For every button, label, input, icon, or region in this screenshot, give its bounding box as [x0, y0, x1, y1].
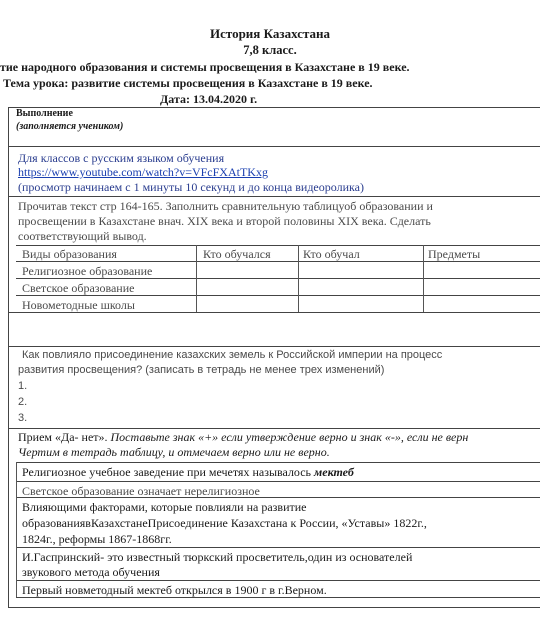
statement-row	[22, 465, 354, 480]
statement-text: Светское образование означает нерелигиозное	[22, 484, 260, 498]
row-divider	[8, 428, 540, 429]
grade-label: 7,8 класс.	[243, 43, 297, 57]
yesno-border	[16, 462, 540, 463]
doc-title: История Казахстана	[209, 26, 330, 41]
task3-line-2: Чертим в тетрадь таблицу, и отмечаем верно или не верно.	[18, 445, 330, 459]
row-divider	[8, 346, 540, 347]
task3-intro-plain: Прием «Да- нет».	[18, 430, 108, 444]
execution-label: Выполнение	[16, 108, 73, 119]
task1-line-2: просвещении в Казахстане внач. XIX века и второй половины XIX века. Сделать	[18, 214, 431, 228]
table-col-border	[196, 245, 197, 312]
task2-line-1: Как повлияло присоединение казахских земель к Российской империи на процесс	[22, 349, 443, 361]
statement-text: звукового метода обучения	[22, 565, 160, 579]
yesno-col-border	[16, 462, 17, 597]
task2-line-2: развития просвещения? (записать в тетрадь не менее трех изменений)	[18, 364, 385, 376]
task2-item: 2.	[18, 396, 28, 408]
video-intro: Для классов с русским языком обучения	[18, 151, 225, 165]
table-header-cell: Кто обучался	[203, 247, 271, 261]
statement-emphasis: мектеб	[314, 465, 354, 479]
yesno-border	[16, 580, 540, 581]
yesno-border	[16, 547, 540, 548]
table-cell: Религиозное образование	[22, 264, 153, 278]
video-link[interactable]: https://www.youtube.com/watch?v=VFcFXAtTKxg	[18, 165, 268, 179]
table-cell: Новометодные школы	[22, 298, 135, 312]
task3-intro-italic: Поставьте знак «+» если утверждение верно и знак «-», если не верн	[107, 430, 469, 444]
row-divider	[8, 196, 540, 197]
statement-text: И.Гаспринский- это известный тюркский просветитель,один из основателей	[22, 550, 413, 564]
row-divider	[8, 146, 540, 147]
topic-line: тие народного образования и системы просвещения в Казахстане в 19 веке.	[0, 60, 410, 74]
task2-item: 3.	[18, 412, 28, 424]
lesson-date: Дата: 13.04.2020 г.	[160, 92, 258, 106]
table-header-cell: Виды образования	[22, 247, 117, 261]
table-header-cell: Предметы	[428, 247, 481, 261]
statement-text: 1824г., реформы 1867-1868гг.	[22, 532, 172, 546]
statement-text: Религиозное учебное заведение при мечетях называлось	[22, 465, 315, 479]
statement-text: Влияющими факторами, которые повлияли на развитие	[22, 500, 307, 514]
video-note: (просмотр начинаем с 1 минуты 10 секунд и до конца видеоролика)	[18, 180, 364, 194]
table-col-border	[298, 245, 299, 312]
task1-line-3: соответствующий вывод.	[18, 229, 147, 243]
yesno-border	[16, 481, 540, 482]
task1-line-1: Прочитав текст стр 164-165. Заполнить сравнительную таблицуоб образовании и	[18, 199, 433, 213]
execution-note: (заполняется учеником)	[16, 121, 124, 132]
lesson-topic: Тема урока: развитие системы просвещения в Казахстане в 19 веке.	[3, 76, 373, 90]
task2-item: 1.	[18, 380, 28, 392]
table-header-cell: Кто обучал	[303, 247, 360, 261]
statement-text: Первый новметодный мектеб открылся в 1900 г в г.Верном.	[22, 583, 327, 597]
table-col-border	[423, 245, 424, 312]
table-cell: Светское образование	[22, 281, 135, 295]
statement-text: образованиявКазахстанеПрисоединение Казахстана к России, «Уставы» 1822г.,	[22, 516, 427, 530]
row-divider	[8, 607, 540, 608]
table-border	[16, 245, 540, 246]
task3-intro	[18, 430, 468, 445]
